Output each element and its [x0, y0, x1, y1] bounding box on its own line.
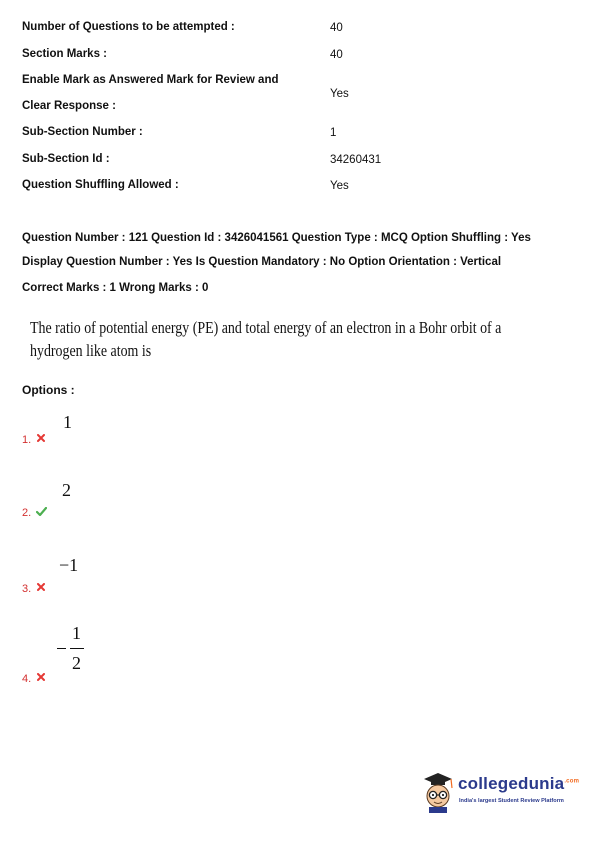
meta-label-enable-mark: Enable Mark as Answered Mark for Review and — [22, 74, 279, 86]
meta-value-sub-section-number: 1 — [330, 127, 337, 139]
question-text-line-1: The ratio of potential energy (PE) and total energy of an electron in a Bohr orbit of a — [30, 318, 502, 337]
option-3-number: 3. — [22, 583, 32, 595]
brand-name — [458, 774, 579, 794]
meta-value-enable-mark: Yes — [330, 88, 349, 100]
cross-icon — [37, 583, 45, 591]
options-label: Options : — [22, 383, 75, 397]
collegedunia-logo — [420, 770, 580, 815]
question-info-line-2: Display Question Number : Yes Is Question Mandatory : No Option Orientation : Vertical — [22, 256, 502, 268]
fraction-bar — [70, 648, 84, 649]
meta-label-sub-section-number: Sub-Section Number : — [22, 126, 143, 138]
option-3-value: −1 — [59, 555, 79, 575]
meta-label-questions-attempted: Number of Questions to be attempted : — [22, 21, 235, 33]
brand-tagline: India's largest Student Review Platform — [459, 798, 564, 804]
brand-text: collegedunia — [458, 774, 565, 793]
meta-label-clear-response: Clear Response : — [22, 100, 116, 112]
question-text-line-2: hydrogen like atom is — [30, 341, 152, 360]
option-1-number: 1. — [22, 434, 32, 446]
meta-label-sub-section-id: Sub-Section Id : — [22, 153, 110, 165]
minus-sign — [57, 648, 66, 649]
meta-value-question-shuffling: Yes — [330, 180, 349, 192]
option-2-number: 2. — [22, 507, 32, 519]
question-text — [30, 316, 502, 362]
option-4-numerator: 1 — [72, 623, 81, 643]
meta-label-section-marks: Section Marks : — [22, 48, 107, 60]
meta-value-section-marks: 40 — [330, 49, 343, 61]
meta-value-questions-attempted: 40 — [330, 22, 343, 34]
meta-value-sub-section-id: 34260431 — [330, 154, 382, 166]
cross-icon — [37, 434, 45, 442]
meta-label-question-shuffling: Question Shuffling Allowed : — [22, 179, 179, 191]
option-1-value: 1 — [63, 412, 72, 432]
question-info-line-3: Correct Marks : 1 Wrong Marks : 0 — [22, 282, 209, 294]
option-4-number: 4. — [22, 673, 32, 685]
option-4-fraction — [57, 623, 87, 679]
brand-domain: .com — [564, 778, 580, 785]
graduate-mascot-icon — [420, 770, 456, 814]
option-2-value: 2 — [62, 480, 71, 500]
checkmark-icon — [36, 507, 47, 516]
option-4-denominator: 2 — [72, 653, 81, 673]
question-info-line-1: Question Number : 121 Question Id : 3426041561 Question Type : MCQ Option Shuffling : Yes — [22, 232, 531, 244]
cross-icon — [37, 673, 45, 681]
